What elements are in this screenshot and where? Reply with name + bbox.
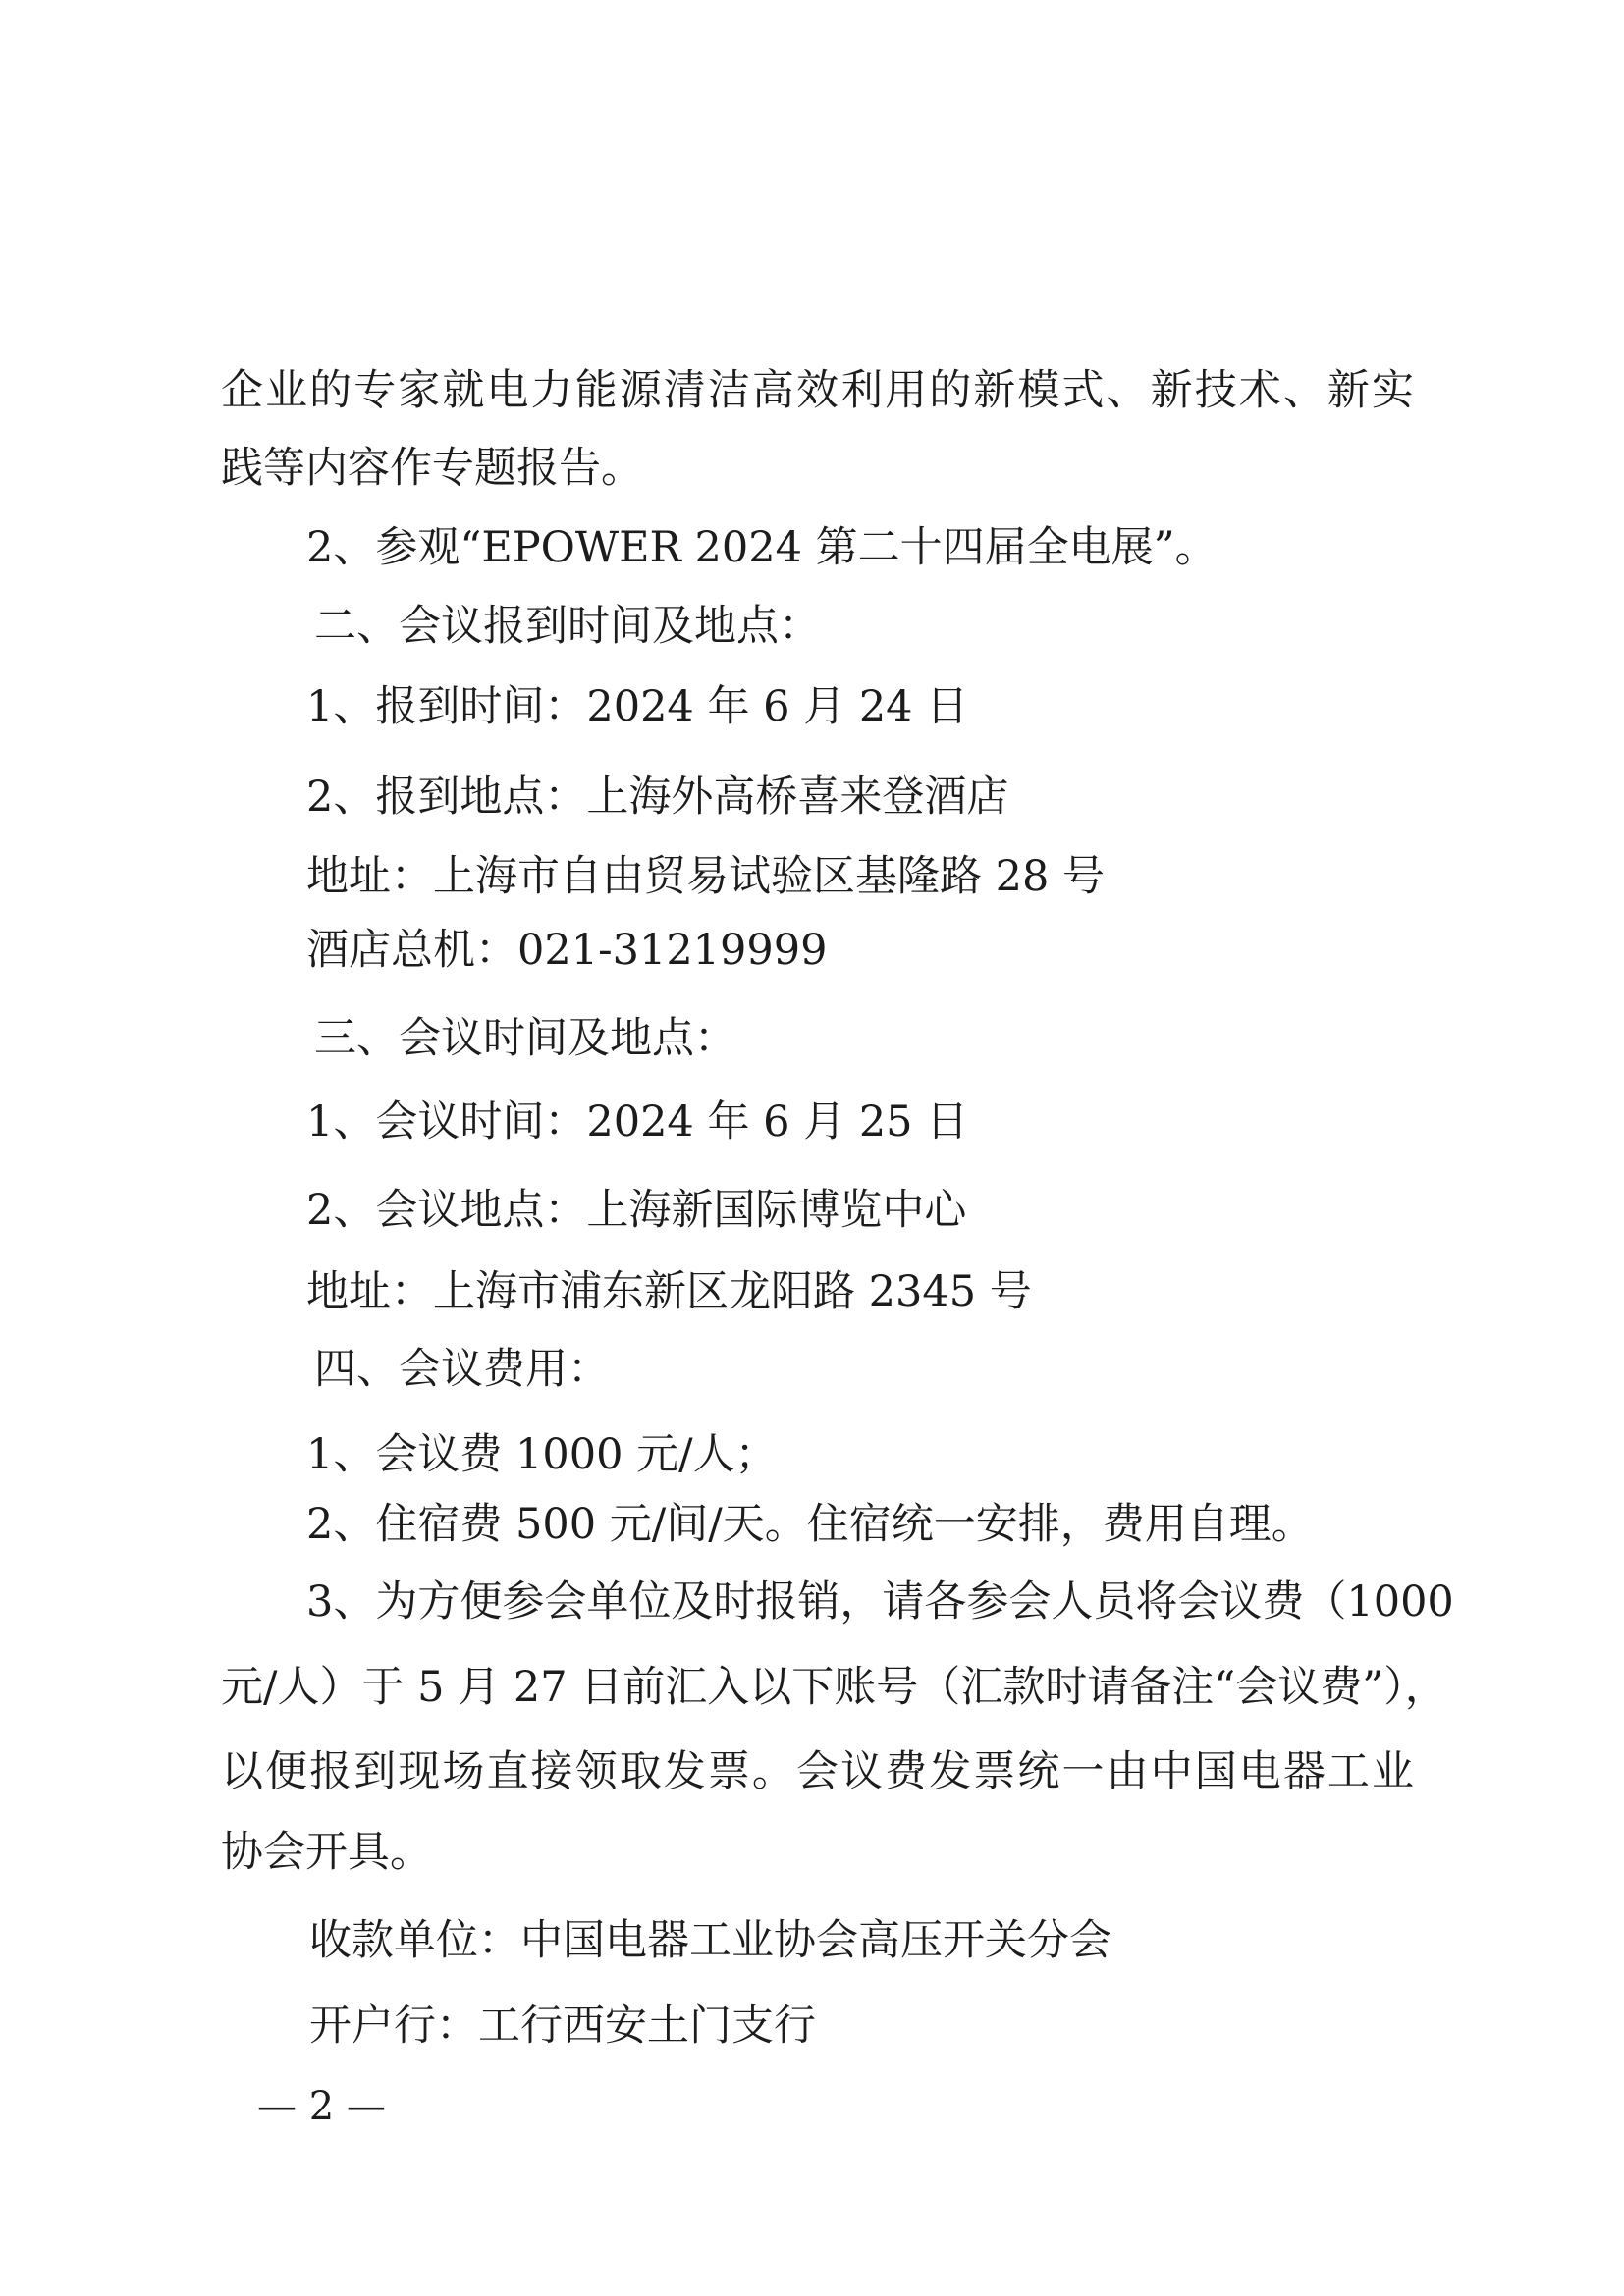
section-2-heading: 二、会议报到时间及地点： bbox=[314, 602, 821, 651]
registration-time: 1、报到时间：2024 年 6 月 24 日 bbox=[306, 682, 969, 731]
item-visit-exhibition: 2、参观“EPOWER 2024 第二十四届全电展”。 bbox=[306, 523, 1218, 572]
continuation-line-1: 企业的专家就电力能源清洁高效利用的新模式、新技术、新实 bbox=[221, 366, 1414, 415]
payee-name: 收款单位：中国电器工业协会高压开关分会 bbox=[309, 1916, 1111, 1965]
meeting-fee: 1、会议费 1000 元/人； bbox=[306, 1430, 778, 1479]
continuation-line-2: 践等内容作专题报告。 bbox=[221, 444, 643, 493]
payment-line-1: 3、为方便参会单位及时报销，请各参会人员将会议费（1000 bbox=[306, 1577, 1454, 1627]
payment-line-4: 协会开具。 bbox=[221, 1828, 432, 1877]
payment-line-3: 以便报到现场直接领取发票。会议费发票统一由中国电器工业 bbox=[221, 1747, 1414, 1796]
bank-name: 开户行：工行西安土门支行 bbox=[309, 2002, 816, 2051]
hotel-phone: 酒店总机：021-31219999 bbox=[306, 926, 828, 975]
section-4-heading: 四、会议费用： bbox=[314, 1345, 610, 1394]
registration-place: 2、报到地点：上海外高桥喜来登酒店 bbox=[306, 773, 1009, 822]
page-number: — 2 — bbox=[257, 2084, 386, 2129]
hotel-address: 地址：上海市自由贸易试验区基隆路 28 号 bbox=[306, 852, 1106, 901]
meeting-place: 2、会议地点：上海新国际博览中心 bbox=[306, 1186, 967, 1235]
lodging-fee: 2、住宿费 500 元/间/天。住宿统一安排，费用自理。 bbox=[306, 1500, 1314, 1549]
venue-address: 地址：上海市浦东新区龙阳路 2345 号 bbox=[306, 1267, 1032, 1316]
section-3-heading: 三、会议时间及地点： bbox=[314, 1014, 736, 1063]
payment-line-2: 元/人）于 5 月 27 日前汇入以下账号（汇款时请备注“会议费”）， bbox=[221, 1663, 1447, 1712]
meeting-time: 1、会议时间：2024 年 6 月 25 日 bbox=[306, 1097, 969, 1147]
